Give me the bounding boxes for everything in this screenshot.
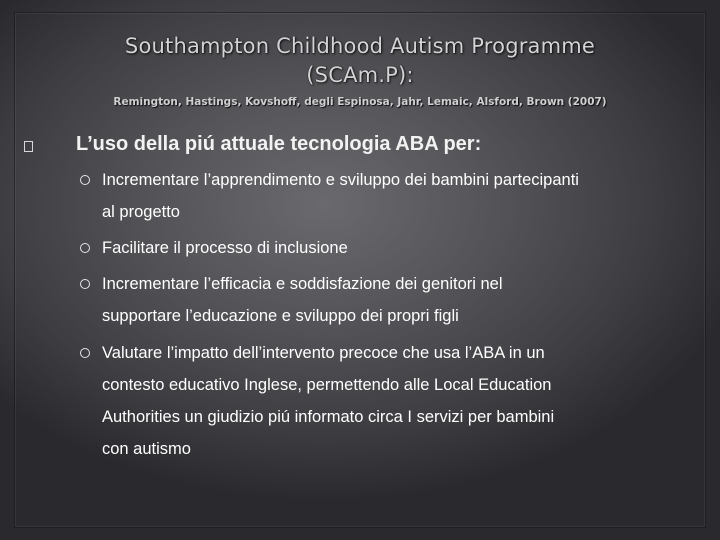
sub-bullet-line: Incrementare l’apprendimento e sviluppo dei bambini partecipanti	[102, 171, 579, 189]
sub-bullet-line: contesto educativo Inglese, permettendo alle Local Education	[102, 376, 552, 394]
sub-bullet-line: Incrementare l’efficacia e soddisfazione dei genitori nel	[102, 275, 503, 293]
sub-bullet-item	[102, 164, 712, 228]
square-bullet-icon	[24, 141, 33, 152]
slide-title-line-2: (SCAm.P):	[306, 63, 414, 87]
sub-bullet-line: supportare l’educazione e sviluppo dei propri figli	[102, 307, 459, 325]
ring-bullet-icon	[80, 243, 90, 253]
sub-bullet-line: Valutare l’impatto dell’intervento precoce che usa l’ABA in un	[102, 344, 545, 362]
slide-title-line-1: Southampton Childhood Autism Programme	[124, 34, 596, 58]
sub-bullet-item	[102, 337, 712, 465]
sub-bullet-line: al progetto	[102, 203, 180, 221]
sub-bullet-item	[102, 268, 712, 332]
authors-subtitle: Remington, Hastings, Kovshoff, degli Espinosa, Jahr, Lemaic, Alsford, Brown (2007)	[113, 96, 607, 108]
sub-bullet-item	[102, 232, 712, 264]
sub-bullet-line: con autismo	[102, 440, 191, 458]
ring-bullet-icon	[80, 175, 90, 185]
ring-bullet-icon	[80, 279, 90, 289]
sub-bullet-line: Authorities un giudizio piú informato circa I servizi per bambini	[102, 408, 555, 426]
ring-bullet-icon	[80, 348, 90, 358]
main-bullet-text: L’uso della piú attuale tecnologia ABA per:	[76, 133, 482, 155]
sub-bullet-line: Facilitare il processo di inclusione	[102, 239, 348, 257]
